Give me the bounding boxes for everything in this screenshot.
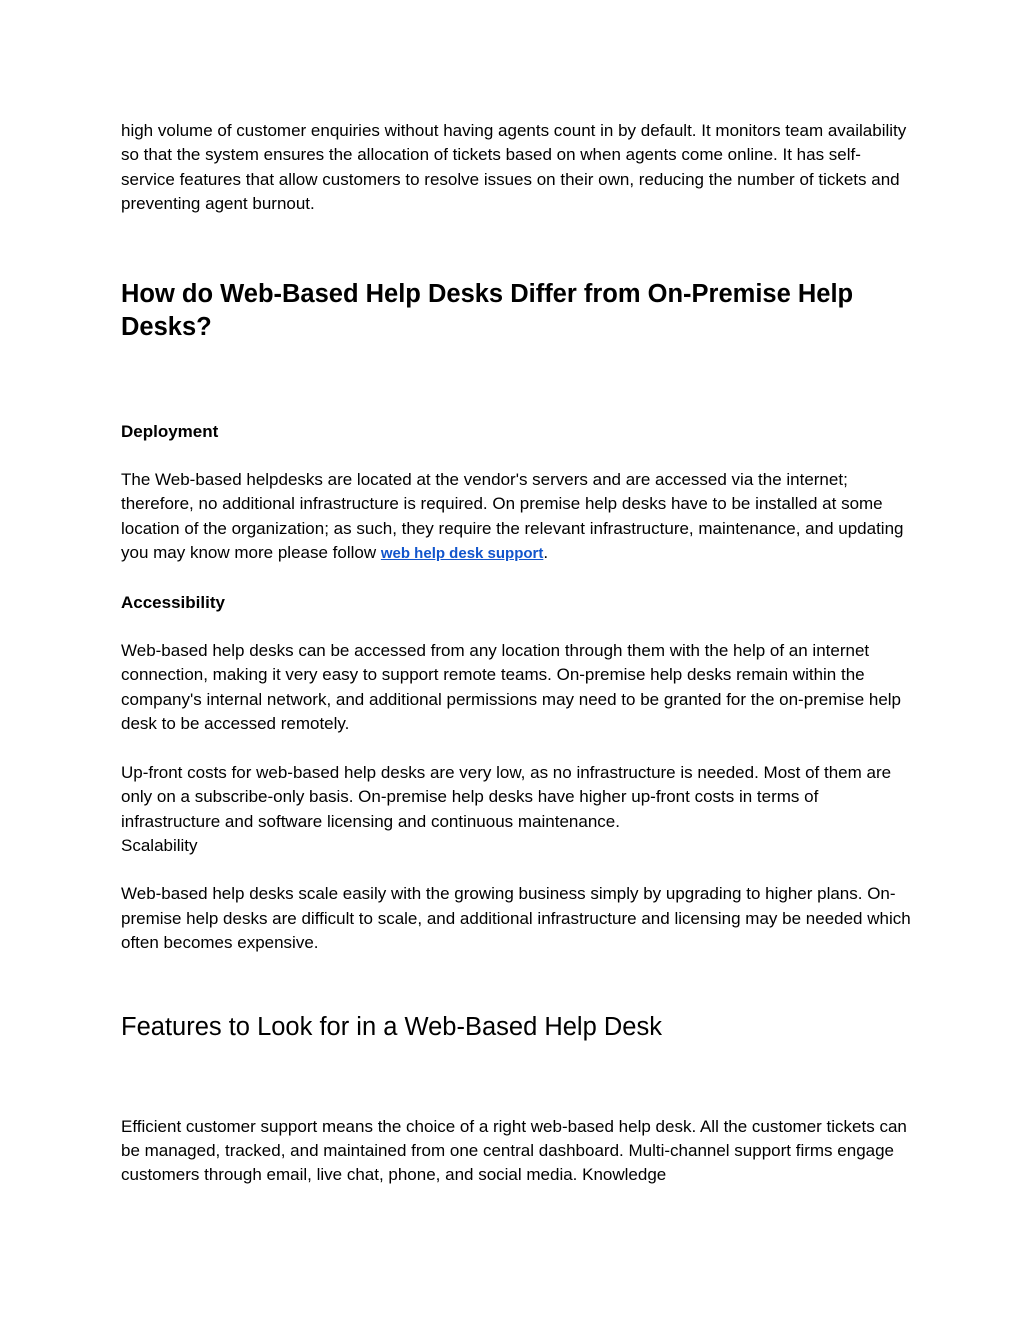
intro-paragraph: high volume of customer enquiries without having agents count in by default. It monitors team availability so that the system ensures the allocation of tickets based on when agents come online. It has self-service features that allow customers to resolve issues on their own, reducing the number of tickets and preventing agent burnout. <box>121 121 907 214</box>
deployment-heading: Deployment <box>121 421 219 441</box>
deployment-paragraph <box>121 468 911 567</box>
accessibility-paragraph: Web-based help desks can be accessed from any location through them with the help of an internet connection, making it very easy to support remote teams. On-premise help desks remain within the company's internal network, and additional permissions may need to be granted for the on-premise help desk to be accessed remotely. <box>121 641 902 734</box>
scalability-label: Scalability <box>121 835 198 855</box>
costs-paragraph: Up-front costs for web-based help desks are very low, as no infrastructure is needed. Most of them are only on a subscribe-only basis. On-premise help desks have higher up-front costs in terms of infrastructure and software licensing and continuous maintenance. <box>121 762 892 831</box>
document-page <box>121 119 911 1188</box>
deployment-text: The Web-based helpdesks are located at the vendor's servers and are accessed via the internet; therefore, no additional infrastructure is required. On premise help desks have to be installed at some location of the organization; as such, they require the relevant infrastructure, maintenance, and updating you may know more please follow <box>121 470 904 563</box>
web-help-desk-support-link[interactable]: web help desk support <box>380 545 544 563</box>
features-paragraph: Efficient customer support means the choice of a right web-based help desk. All the customer tickets can be managed, tracked, and maintained from one central dashboard. Multi-channel support firms engage customers through email, live chat, phone, and social media. Knowledge <box>121 1116 907 1185</box>
accessibility-heading: Accessibility <box>121 592 225 612</box>
deployment-period: . <box>543 543 549 563</box>
scalability-paragraph: Web-based help desks scale easily with the growing business simply by upgrading to higher plans. On-premise help desks are difficult to scale, and additional infrastructure and licensing may be needed which often becomes expensive. <box>121 884 911 953</box>
differ-heading: How do Web-Based Help Desks Differ from On-Premise Help Desks? <box>121 279 854 341</box>
features-heading: Features to Look for in a Web-Based Help Desk <box>121 1012 662 1041</box>
